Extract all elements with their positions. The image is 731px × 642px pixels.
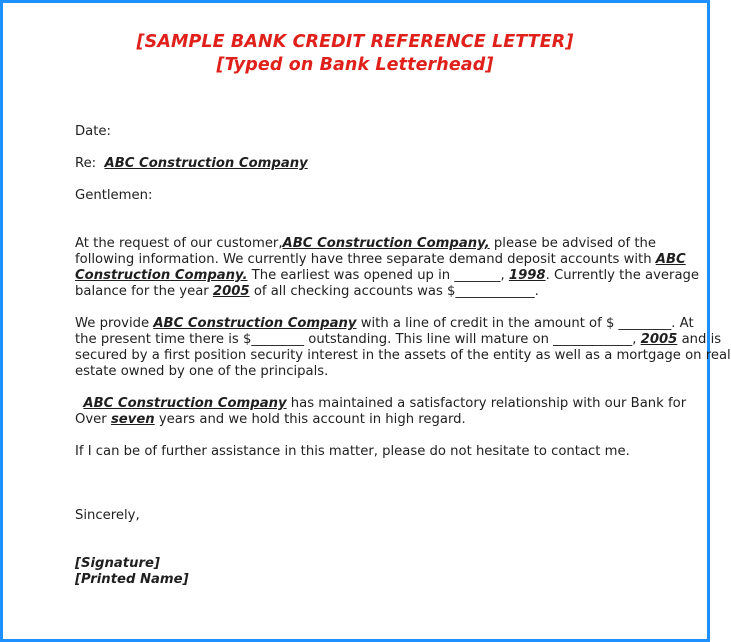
letter-title: [SAMPLE BANK CREDIT REFERENCE LETTER] [136,32,574,52]
p3-company: ABC Construction Company [83,396,287,411]
p4-line1 [75,444,630,460]
re-label: Re: [75,156,97,171]
p2-line1 [75,316,694,332]
p3-seven: seven [110,412,155,427]
p1-text: The earliest was opened up in _______, [251,268,505,283]
p2-line2 [75,332,721,348]
p2-text: estate owned by one of the principals. [75,364,329,379]
p1-text: At the request of our customer, [75,236,283,251]
p2-text: We provide [75,316,150,331]
letter-subtitle: [Typed on Bank Letterhead] [216,55,494,75]
p1-year2: 2005 [212,284,250,299]
re-company: ABC Construction Company [104,156,308,171]
p1-text: . Currently the average [545,268,700,283]
p3-line2 [75,412,466,428]
re-line [75,156,308,172]
p2-line3 [75,348,731,364]
p1-line2 [75,252,686,268]
p1-text: please be advised of the [493,236,657,251]
p1-text: of all checking accounts was $____________. [253,284,539,299]
p1-company: ABC Construction Company, [282,236,490,251]
p2-text: with a line of credit in the amount of $ ________. At [360,316,694,331]
p1-company-abc: ABC [655,252,686,267]
signature-text: [Signature] [75,556,160,571]
p1-line1 [75,236,656,252]
date-line [75,124,111,140]
p1-text: following information. We currently have three separate demand deposit accounts with [75,252,652,267]
p2-text: secured by a first position security interest in the assets of the entity as well as a mortgage on real [75,348,731,363]
printed-name-text: [Printed Name] [75,572,189,587]
signature-placeholder [75,556,160,572]
p2-company: ABC Construction Company [153,316,357,331]
p1-company-rest: Construction Company. [75,268,248,283]
printed-name-placeholder [75,572,189,588]
salutation [75,188,152,204]
p1-line4 [75,284,539,300]
date-label: Date: [75,124,111,139]
p1-line3 [75,268,699,284]
salutation-text: Gentlemen: [75,188,153,203]
p1-text: balance for the year [75,284,209,299]
closing [75,508,140,524]
p3-text: has maintained a satisfactory relationship with our Bank for [290,396,687,411]
p2-text: the present time there is $________ outstanding. This line will mature on ____________, [75,332,637,347]
p4-text: If I can be of further assistance in this matter, please do not hesitate to contact me. [75,444,630,459]
p3-text: Over [75,412,107,427]
p2-line4 [75,364,328,380]
p2-year: 2005 [640,332,678,347]
p3-line1 [75,396,686,412]
p2-text: and is [681,332,722,347]
p1-year: 1998 [508,268,546,283]
closing-text: Sincerely, [75,508,140,523]
p3-text: years and we hold this account in high regard. [158,412,466,427]
